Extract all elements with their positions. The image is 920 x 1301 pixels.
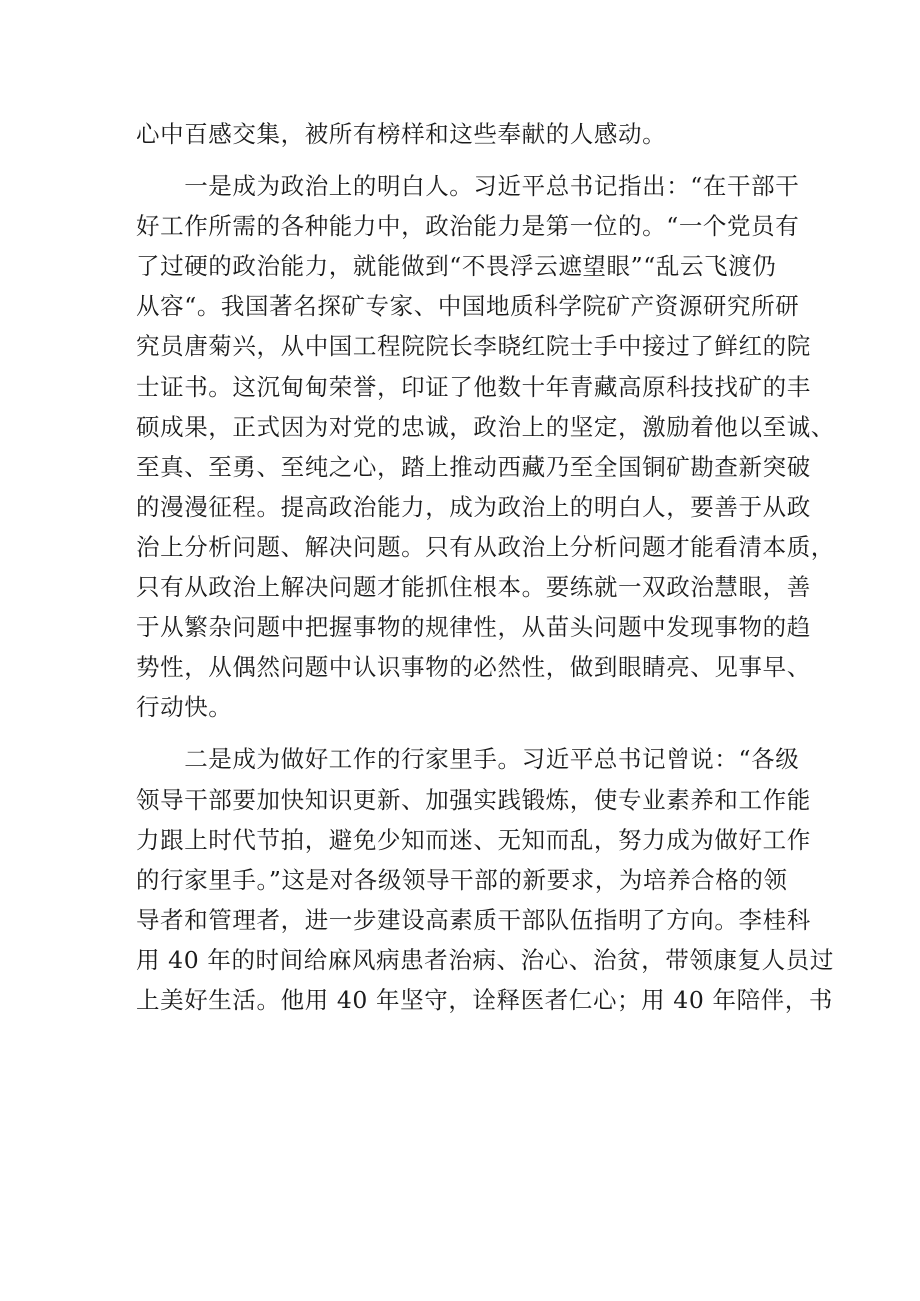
paragraph-line: 一是成为政治上的明白人。习近平总书记指出：“在干部干 xyxy=(136,172,800,201)
paragraph-line: 从容“。我国著名探矿专家、中国地质科学院矿产资源研究所研 xyxy=(136,292,800,321)
paragraph-line: 究员唐菊兴，从中国工程院院长李晓红院士手中接过了鲜红的院 xyxy=(136,332,811,361)
document-body xyxy=(136,114,835,1020)
paragraph-line: 用 40 年的时间给麻风病患者治病、治心、治贫，带领康复人员过 xyxy=(136,945,834,974)
paragraph-line: 只有从政治上解决问题才能抓住根本。要练就一双政治慧眼，善 xyxy=(136,573,811,602)
paragraph-3 xyxy=(136,739,834,1020)
paragraph-line: 导者和管理者，进一步建设高素质干部队伍指明了方向。李桂科 xyxy=(136,905,811,934)
paragraph-line: 二是成为做好工作的行家里手。习近平总书记曾说：“各级 xyxy=(136,745,800,774)
paragraph-line: 了过硬的政治能力，就能做到“不畏浮云遮望眼”“乱云飞渡仍 xyxy=(136,252,777,281)
paragraph-line: 力跟上时代节拍，避免少知而迷、无知而乱，努力成为做好工作 xyxy=(136,825,811,854)
paragraph-line: 士证书。这沉甸甸荣誉，印证了他数十年青藏高原科技找矿的丰 xyxy=(136,372,811,401)
paragraph-line: 心中百感交集，被所有榜样和这些奉献的人感动。 xyxy=(136,120,667,148)
paragraph-line: 上美好生活。他用 40 年坚守，诠释医者仁心；用 40 年陪伴，书 xyxy=(136,985,833,1014)
paragraph-line: 治上分析问题、解决问题。只有从政治上分析问题才能看清本质， xyxy=(136,532,835,561)
paragraph-1 xyxy=(136,114,792,154)
paragraph-line: 好工作所需的各种能力中，政治能力是第一位的。“一个党员有 xyxy=(136,212,800,241)
paragraph-line: 于从繁杂问题中把握事物的规律性，从苗头问题中发现事物的趋 xyxy=(136,613,811,642)
paragraph-spacer xyxy=(136,727,792,739)
paragraph-line: 势性，从偶然问题中认识事物的必然性，做到眼睛亮、见事早、 xyxy=(136,653,811,682)
paragraph-line: 领导干部要加快知识更新、加强实践锻炼，使专业素养和工作能 xyxy=(136,785,811,814)
paragraph-line: 行动快。 xyxy=(136,693,233,722)
paragraph-line: 硕成果，正式因为对党的忠诚，政治上的坚定，激励着他以至诚、 xyxy=(136,412,835,441)
paragraph-line: 至真、至勇、至纯之心，踏上推动西藏乃至全国铜矿勘查新突破 xyxy=(136,452,811,481)
paragraph-spacer xyxy=(136,154,792,166)
paragraph-line: 的行家里手。”这是对各级领导干部的新要求，为培养合格的领 xyxy=(136,865,788,894)
paragraph-2 xyxy=(136,166,835,727)
paragraph-line: 的漫漫征程。提高政治能力，成为政治上的明白人，要善于从政 xyxy=(136,492,811,521)
